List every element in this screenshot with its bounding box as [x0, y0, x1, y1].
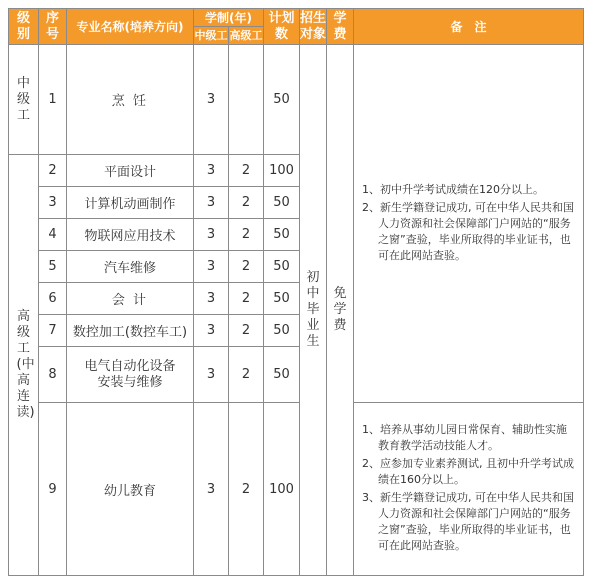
cell-major [67, 347, 194, 403]
cell-plan: 50 [264, 219, 300, 251]
cell-mid: 3 [194, 219, 229, 251]
cell-mid: 3 [194, 187, 229, 219]
cell-high: 2 [229, 187, 264, 219]
cell-seq: 8 [39, 347, 67, 403]
cell-plan: 100 [264, 155, 300, 187]
remarks-general [354, 45, 584, 403]
header-level: 级别 [9, 9, 39, 45]
cell-seq: 6 [39, 283, 67, 315]
header-fee: 学费 [327, 9, 354, 45]
cell-major: 计算机动画制作 [67, 187, 194, 219]
cell-mid: 3 [194, 251, 229, 283]
cell-high: 2 [229, 283, 264, 315]
cell-seq: 7 [39, 315, 67, 347]
header-remarks: 备 注 [354, 9, 584, 45]
header-row-1 [9, 9, 584, 27]
header-mid: 中级工 [194, 27, 229, 45]
remark-line: 1、培养从事幼儿园日常保育、辅助性实施教育教学活动技能人才。 [362, 423, 568, 452]
enrollment-table-container [8, 8, 583, 569]
cell-major: 平面设计 [67, 155, 194, 187]
cell-seq: 4 [39, 219, 67, 251]
cell-major: 数控加工(数控车工) [67, 315, 194, 347]
cell-mid: 3 [194, 45, 229, 155]
remark-line: 1、初中升学考试成绩在120分以上。 [362, 182, 545, 196]
group-high-level: 高级工(中高连读) [9, 155, 39, 576]
cell-plan: 50 [264, 187, 300, 219]
major-line: 安装与维修 [97, 374, 163, 390]
cell-mid: 3 [194, 403, 229, 576]
table-row [9, 403, 584, 576]
cell-mid: 3 [194, 155, 229, 187]
cell-plan: 50 [264, 347, 300, 403]
cell-plan: 50 [264, 315, 300, 347]
remark-line: 2、新生学籍登记成功, 可在中华人民共和国人力资源和社会保障部门户网站的“服务之窗”查验，毕业所取得的毕业证书，也可在此网站查验。 [362, 200, 575, 262]
cell-high [229, 45, 264, 155]
cell-major: 会 计 [67, 283, 194, 315]
cell-mid: 3 [194, 283, 229, 315]
header-duration: 学制(年) [194, 9, 264, 27]
header-target: 招生对象 [300, 9, 327, 45]
cell-high: 2 [229, 347, 264, 403]
remarks-preschool [354, 403, 584, 576]
cell-high: 2 [229, 403, 264, 576]
cell-seq: 1 [39, 45, 67, 155]
cell-seq: 2 [39, 155, 67, 187]
cell-high: 2 [229, 315, 264, 347]
remark-line: 3、新生学籍登记成功, 可在中华人民共和国人力资源和社会保障部门户网站的“服务之窗”查验，毕业所取得的毕业证书，也可在此网站查验。 [362, 491, 575, 552]
enrollment-table [8, 8, 584, 576]
cell-major: 汽车维修 [67, 251, 194, 283]
table-row [9, 45, 584, 155]
fee-cell: 免学费 [327, 45, 354, 576]
cell-major: 幼儿教育 [67, 403, 194, 576]
cell-seq: 5 [39, 251, 67, 283]
header-plan: 计划数 [264, 9, 300, 45]
cell-plan: 50 [264, 45, 300, 155]
cell-high: 2 [229, 155, 264, 187]
cell-plan: 100 [264, 403, 300, 576]
cell-high: 2 [229, 251, 264, 283]
remark-line: 2、应参加专业素养测试, 且初中升学考试成绩在160分以上。 [362, 457, 575, 486]
cell-major: 烹 饪 [67, 45, 194, 155]
target-cell: 初中毕业生 [300, 45, 327, 576]
cell-mid: 3 [194, 347, 229, 403]
header-high: 高级工 [229, 27, 264, 45]
cell-plan: 50 [264, 251, 300, 283]
cell-seq: 9 [39, 403, 67, 576]
group-mid-level: 中级工 [9, 45, 39, 155]
cell-plan: 50 [264, 283, 300, 315]
cell-high: 2 [229, 219, 264, 251]
cell-mid: 3 [194, 315, 229, 347]
major-line: 电气自动化设备 [84, 358, 176, 374]
header-major: 专业名称(培养方向) [67, 9, 194, 45]
header-seq: 序号 [39, 9, 67, 45]
cell-major: 物联网应用技术 [67, 219, 194, 251]
cell-seq: 3 [39, 187, 67, 219]
